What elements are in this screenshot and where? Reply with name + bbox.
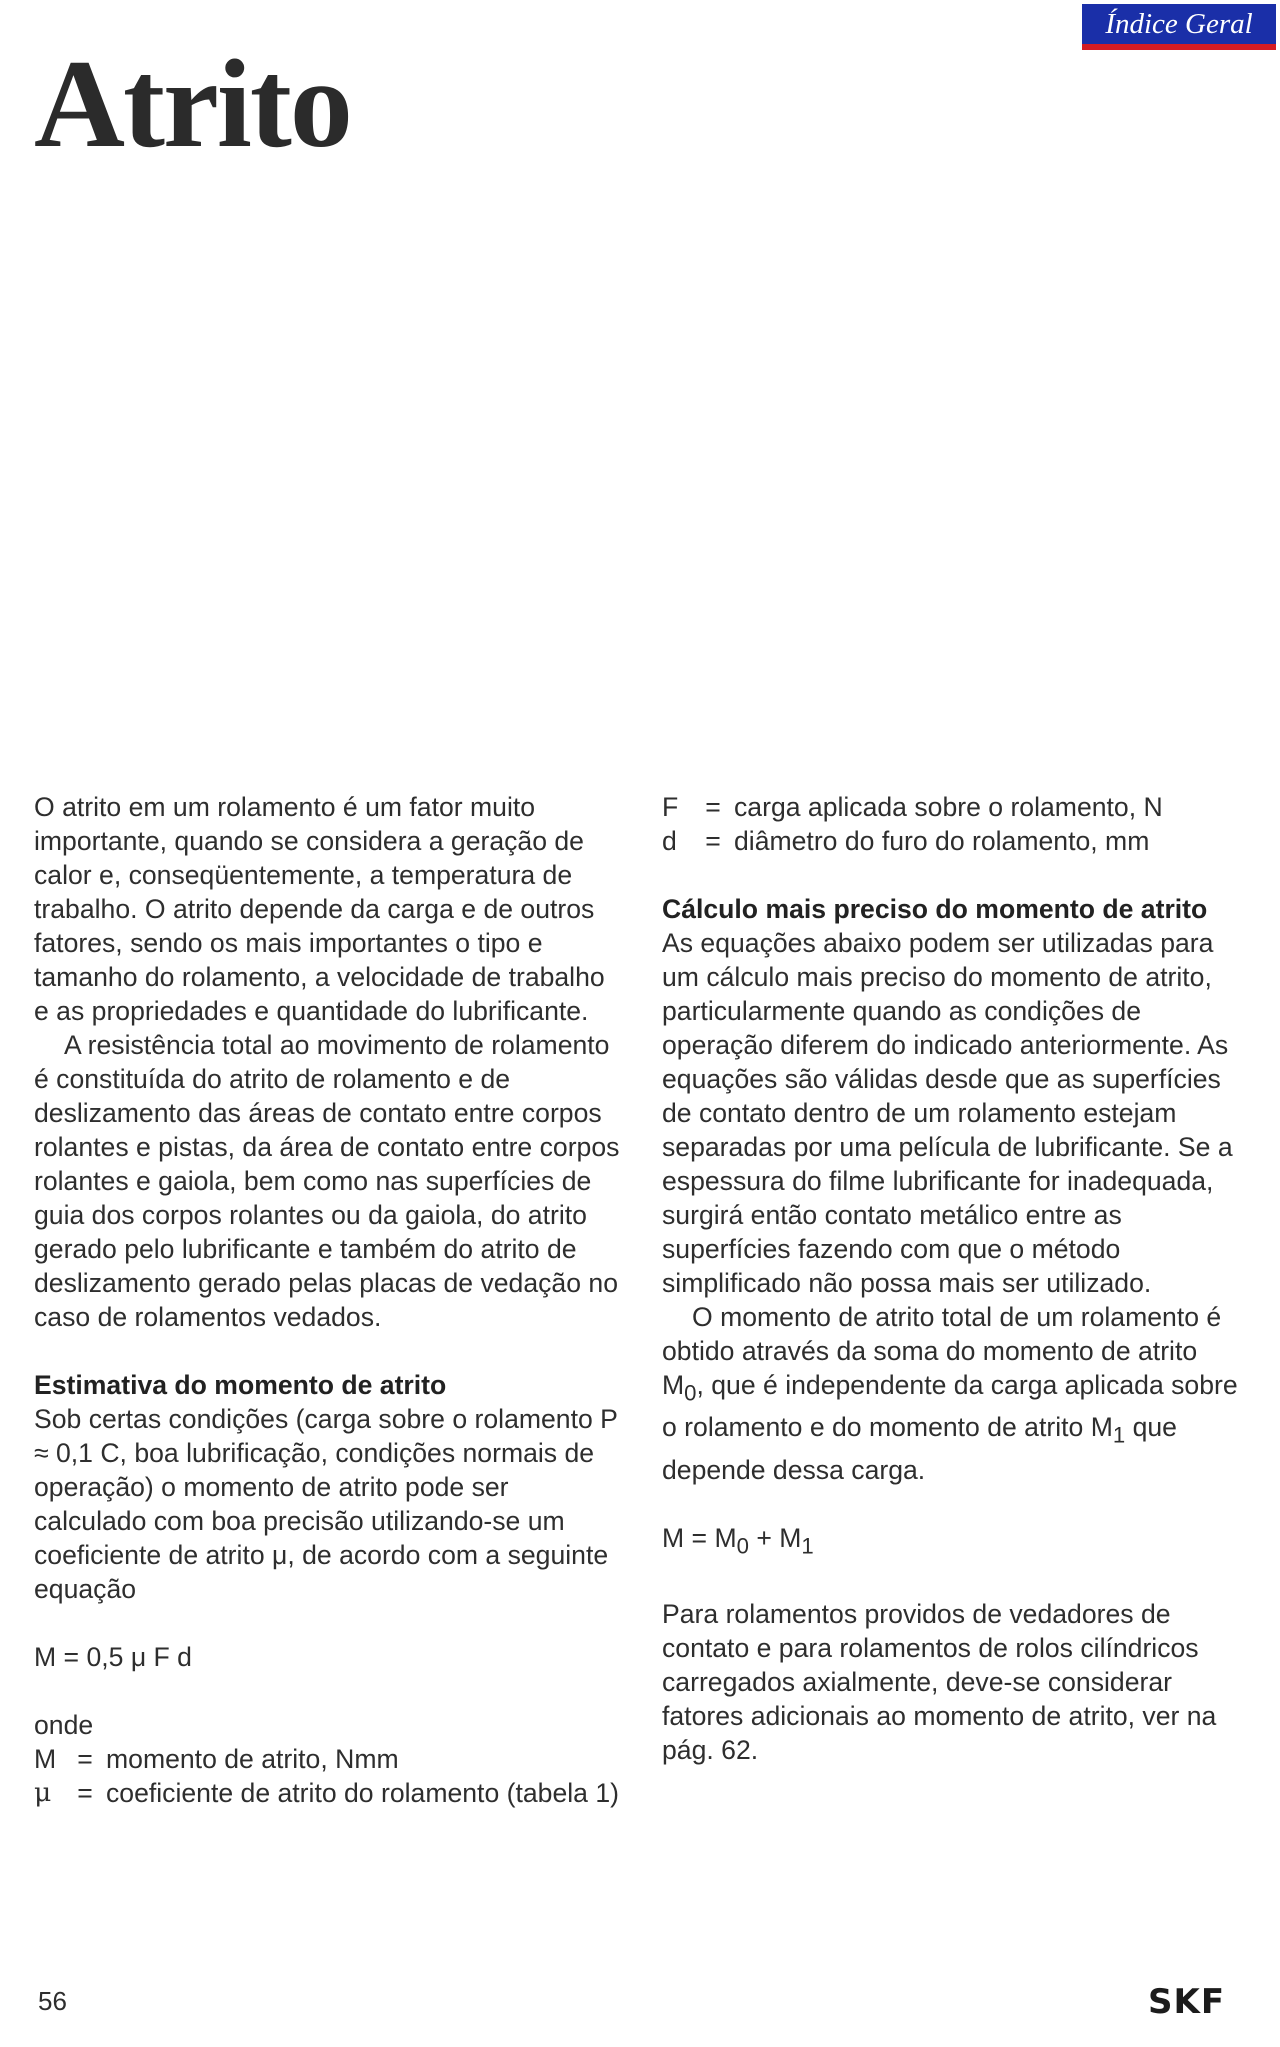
right-column (662, 790, 1242, 1767)
skf-logo: SKF (1148, 1982, 1226, 2022)
variable-symbol: μ (34, 1777, 52, 1808)
page-title: Atrito (34, 35, 351, 174)
estimate-heading: Estimativa do momento de atrito (34, 1370, 447, 1400)
precise-heading: Cálculo mais preciso do momento de atrito (662, 894, 1208, 924)
formula-term: M (714, 1522, 737, 1553)
subscript: 1 (801, 1532, 814, 1558)
variable-description: diâmetro do furo do rolamento, mm (734, 826, 1150, 856)
equals-sign: = (705, 792, 721, 822)
variable-symbol: M (34, 1744, 57, 1774)
intro-paragraph: O atrito em um rolamento é um fator muito importante, quando se considera a geração de calor e, conseqüentemente, a temperatura de trabalho. O atrito depende da carga e de outros fatores, sendo os mais importantes o tipo e tamanho do rolamento, a velocidade de trabalho e as propriedades e quantidade do lubrificante. (34, 792, 605, 1026)
variable-symbol: F (662, 792, 679, 822)
precise-paragraph: As equações abaixo podem ser utilizadas para um cálculo mais preciso do momento de atrito, particularmente quando as condições de operação diferem do indicado anteriormente. As equações são válidas desde que as superfícies de contato dentro de um rolamento estejam separadas por uma película de lubrificante. Se a espessura do filme lubrificante for inadequada, surgirá então contato metálico entre as superfícies fazendo com que o método simplificado não possa mais ser utilizado. (662, 928, 1233, 1298)
variable-description: coeficiente de atrito do rolamento (tabela 1) (106, 1778, 619, 1808)
equals-sign: = (691, 1522, 708, 1553)
subscript: 0 (684, 1380, 697, 1406)
variable-symbol: d (662, 826, 677, 856)
estimate-paragraph: Sob certas condições (carga sobre o rolamento P ≈ 0,1 C, boa lubrificação, condições normais de operação) o momento de atrito pode ser calculado com boa precisão utilizando-se um coeficiente de atrito μ, de acordo com a seguinte equação (34, 1404, 618, 1604)
where-label: onde (34, 1710, 94, 1740)
variable-row (34, 1742, 624, 1776)
equals-sign: = (77, 1744, 93, 1774)
variable-row (662, 824, 1242, 858)
equals-sign: = (77, 1778, 93, 1808)
total-formula (662, 1521, 1242, 1563)
formula-term: M (779, 1522, 802, 1553)
plus-sign: + (756, 1522, 772, 1553)
left-column (34, 790, 624, 1810)
final-paragraph: Para rolamentos providos de vedadores de contato e para rolamentos de rolos cilíndricos carregados axialmente, deve-se considerar fatores adicionais ao momento de atrito, ver na pág. 62. (662, 1598, 1217, 1765)
variable-description: carga aplicada sobre o rolamento, N (734, 792, 1163, 822)
equals-sign: = (705, 826, 721, 856)
total-moment-paragraph (662, 1300, 1242, 1487)
variable-row (34, 1776, 624, 1810)
subscript: 1 (1112, 1422, 1126, 1448)
subscript: 0 (736, 1532, 749, 1558)
resistance-paragraph: A resistência total ao movimento de rolamento é constituída do atrito de rolamento e de deslizamento das áreas de contato entre corpos rolantes e pistas, da área de contato entre corpos rolantes e gaiola, bem como nas superfícies de guia dos corpos rolantes ou da gaiola, do atrito gerado pelo lubrificante e também do atrito de deslizamento gerado pelas placas de vedação no caso de rolamentos vedados. (34, 1030, 620, 1332)
page-number: 56 (38, 1986, 67, 2016)
formula-term: M (662, 1522, 685, 1553)
simple-formula: M = 0,5 μ F d (34, 1642, 192, 1672)
text-run: O momento de atrito total de um rolamento é obtido através da soma do momento de atrito M (662, 1302, 1222, 1400)
text-run: , que é independente da carga aplicada sobre o rolamento e do momento de atrito M (662, 1370, 1238, 1443)
variable-description: momento de atrito, Nmm (106, 1744, 399, 1774)
text-run: que depende dessa carga. (662, 1412, 1177, 1485)
variable-row (662, 790, 1242, 824)
index-link-button[interactable]: Índice Geral (1082, 4, 1276, 50)
